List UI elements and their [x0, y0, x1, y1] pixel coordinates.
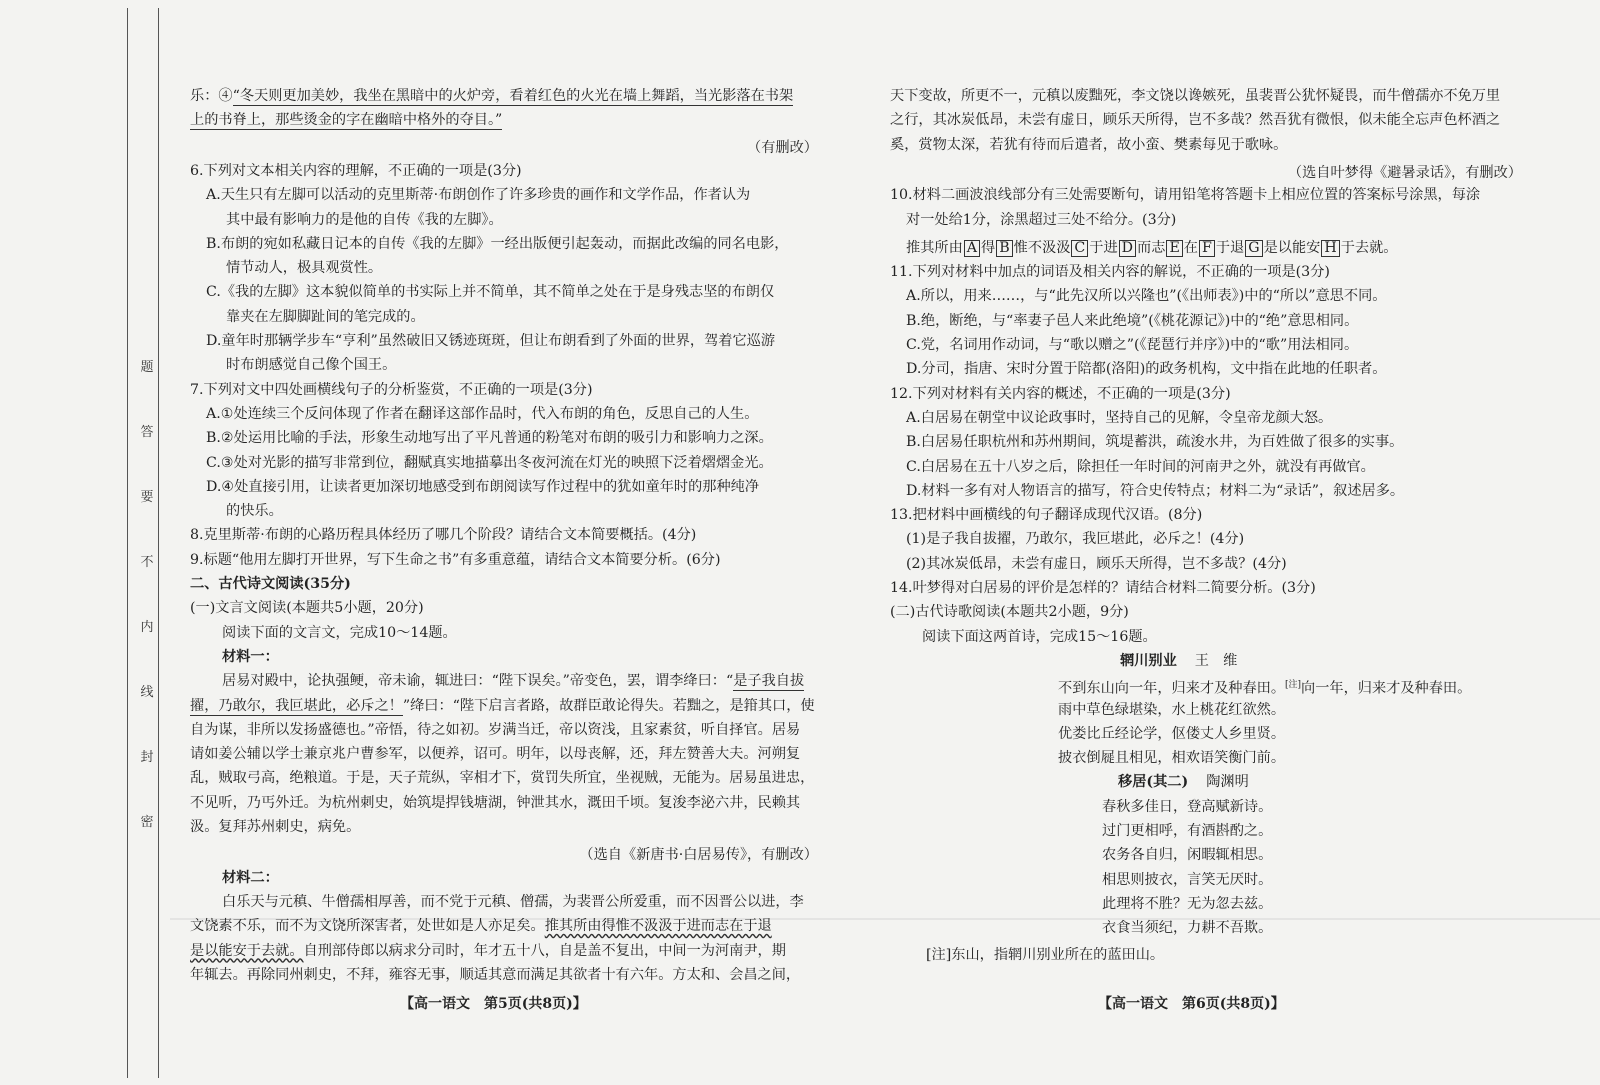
- text-run: 年辄去。再除同州刺史，不拜，雍容无事，顺适其意而满足其欲者十有六年。方太和、会昌之间，: [190, 966, 801, 983]
- question-7-option: A.①处连续三个反问体现了作者在翻译这部作品时，代入布朗的角色，反思自己的人生。: [206, 405, 759, 422]
- question-7-option: D.④处直接引用，让读者更加深切地感受到布朗阅读写作过程中的犹如童年时的那种纯净: [206, 478, 760, 495]
- break-box: H: [1321, 240, 1339, 257]
- break-box: G: [1245, 240, 1262, 257]
- text-run: 不见听，乃丐外迁。为杭州刺史，始筑堤捍钱塘湖，钟泄其水，溉田千顷。复浚李泌六井，民赖其: [190, 794, 801, 811]
- material-2-line: [190, 965, 800, 985]
- question-6-option: 时布朗感觉自己像个国王。: [226, 357, 397, 374]
- subsection-heading: (一)文言文阅读(本题共5小题，20分): [190, 600, 424, 617]
- material-1-line: [190, 744, 800, 764]
- break-box: C: [1071, 240, 1088, 257]
- text-run: 自为谋，非所以发扬盛德也。”帝悟，待之如初。岁满当迁，帝以资浅，且家素贫，听自择官。居易: [190, 721, 801, 738]
- poem-2-line: 此理将不胜？无为忽去兹。: [1102, 895, 1273, 912]
- text-run: 白乐天与元稹、牛僧孺相厚善，而不党于元稹、僧孺，为裴晋公所爱重，而不因晋公以进，李: [222, 893, 804, 910]
- text-run: 上的书脊上，那些烫金的字在幽暗中格外的夺目。”: [190, 112, 503, 129]
- material-1-line: [190, 696, 815, 716]
- question-7-option: C.③处对光影的描写非常到位，翻赋真实地描摹出冬夜河流在灯光的映照下泛着熠熠金光。: [206, 454, 773, 471]
- text-run: 文饶素不乐，而不为文饶所深害者，处世如是人亦足矣。: [190, 918, 545, 935]
- material-2-source: （选自叶梦得《避暑录话》，有删改）: [1287, 164, 1522, 181]
- poem-2-title: [1118, 772, 1249, 792]
- material-1-line: [190, 793, 800, 813]
- footer-page-6: 【高一语文 第6页(共8页)】: [1098, 996, 1285, 1012]
- seal-char: 答: [140, 425, 154, 440]
- poem-2-line: 过门更相呼，有酒斟酌之。: [1102, 823, 1273, 839]
- question-6-option: A.天生只有左脚可以活动的克里斯蒂·布朗创作了许多珍贵的画作和文学作品，作者认为: [206, 187, 751, 204]
- text-run: 辋川别业: [1120, 652, 1177, 669]
- question-10-sentence: [906, 238, 1398, 258]
- text-run: 得: [981, 239, 996, 256]
- seal-line-text: [138, 356, 156, 830]
- break-box: D: [1119, 240, 1136, 257]
- question-13-stem: 13.把材料中画横线的句子翻译成现代汉语。(8分): [890, 507, 1203, 524]
- break-box: F: [1199, 240, 1215, 257]
- text-run: 不到东山向一年，归来才及种春田。: [1058, 680, 1286, 697]
- poem-2-line: 相思则披衣，言笑无厌时。: [1102, 871, 1273, 888]
- text-run: 是以能安: [1263, 239, 1321, 256]
- margin-line-outer: [127, 8, 128, 1078]
- material-2-line: [190, 916, 772, 936]
- material-1-line: [190, 768, 814, 788]
- section-heading: 二、古代诗文阅读(35分): [190, 576, 351, 592]
- poem-1-line: 披衣倒屣且相见，相欢语笑衡门前。: [1058, 750, 1286, 767]
- instruction: 阅读下面这两首诗，完成15～16题。: [922, 628, 1157, 645]
- text-run: 居易对殿中，论执强鲠，帝未谕，辄进曰：“陛下误矣。”帝变色，罢，谓李绛曰：“: [222, 673, 734, 690]
- question-12-option: D.材料一多有对人物语言的描写，符合史传特点；材料二为“录话”，叙述居多。: [906, 482, 1405, 499]
- text-run: 擢，乃敢尔，我叵堪此，必斥之！: [190, 697, 403, 714]
- question-11-option: D.分司，指唐、宋时分置于陪都(洛阳)的政务机构，文中指在此地的任职者。: [906, 361, 1387, 378]
- seal-char: 题: [140, 360, 154, 375]
- question-14: 14.叶梦得对白居易的评价是怎样的？请结合材料二简要分析。(3分): [890, 580, 1316, 596]
- text-run: 向一年，归来才及种春田。: [1301, 680, 1472, 697]
- poem-1-line: 雨中草色绿堪染，水上桃花红欲然。: [1058, 701, 1286, 718]
- text-run: 自刑部侍郎以病求分司时，年才五十八，自是盖不复出，中间一为河南尹，期: [303, 942, 786, 959]
- break-box: B: [996, 240, 1012, 257]
- question-7-stem: 7.下列对文中四处画横线句子的分析鉴赏，不正确的一项是(3分): [190, 381, 593, 398]
- text-run: 惟不汲汲: [1013, 239, 1071, 256]
- seal-char: 要: [140, 490, 154, 505]
- question-12-stem: 12.下列对材料有关内容的概述，不正确的一项是(3分): [890, 385, 1231, 402]
- seal-char: 不: [140, 555, 154, 570]
- seal-char: 内: [140, 620, 154, 635]
- break-box: E: [1166, 240, 1182, 257]
- question-6-option: B.布朗的宛如私藏日记本的自传《我的左脚》一经出版便引起轰动，而据此改编的同名电影，: [206, 235, 789, 252]
- intro-line: [190, 110, 502, 130]
- poem-2-line: 春秋多佳日，登高赋新诗。: [1102, 798, 1273, 815]
- text-run: 汲。复拜苏州刺史，病免。: [190, 819, 361, 835]
- material-2-line: 奚，赏物太深，若犹有待而后遣者，故小蛮、樊素每见于歌咏。: [890, 136, 1288, 153]
- text-run: 推其所由得惟不汲汲于进而志在于退: [544, 918, 772, 935]
- break-box: A: [964, 240, 980, 257]
- question-12-option: B.白居易任职杭州和苏州期间，筑堤蓄洪，疏浚水井，为百姓做了很多的实事。: [906, 434, 1404, 451]
- material-1-line: [190, 720, 800, 740]
- seal-char: 密: [140, 815, 154, 830]
- question-13-option: (2)其冰炭低昂，未尝有虚日，顾乐天所得，岂不多哉？(4分): [906, 555, 1287, 572]
- material-2-line: 天下变故，所更不一，元稹以废黜死，李文饶以谗嫉死，虽裴晋公犹怀疑畏，而牛僧孺亦不免万里: [890, 88, 1501, 104]
- text-run: 是以能安于去就。: [190, 942, 304, 959]
- text-run: ”绛曰：“陛下启言者路，故群臣敢论得失。若黜之，是箝其口，使: [402, 697, 815, 714]
- text-run: 乱，贼取弓高，绝粮道。于是，天子荒纵，宰相才下，赏罚失所宜，坐视贼，无能为。居易虽进忠，: [190, 770, 815, 787]
- material-1-source: （选自《新唐书·白居易传》，有删改）: [579, 847, 818, 864]
- seal-char: 线: [140, 685, 154, 700]
- question-9: 9.标题“他用左脚打开世界，写下生命之书”有多重意蕴，请结合文本简要分析。(6分): [190, 551, 721, 568]
- question-7-option: B.②处运用比喻的手法，形象生动地写出了平凡普通的粉笔对布朗的吸引力和影响力之深。: [206, 430, 773, 447]
- text-run: 王 维: [1194, 652, 1238, 669]
- text-run: 乐：④: [190, 88, 233, 104]
- question-6-stem: 6.下列对文本相关内容的理解，不正确的一项是(3分): [190, 162, 522, 179]
- question-13-option: (1)是子我自拔擢，乃敢尔，我叵堪此，必斥之！(4分): [906, 531, 1245, 548]
- question-6-option: 情节动人，极具观赏性。: [226, 260, 383, 277]
- question-12-option: A.白居易在朝堂中议论政事时，坚持自己的见解，令皇帝龙颜大怒。: [906, 409, 1333, 426]
- text-run: 而志: [1137, 239, 1166, 256]
- text-run: 于去就。: [1340, 239, 1398, 256]
- poem-2-line: 衣食当须纪，力耕不吾欺。: [1102, 920, 1273, 937]
- intro-source: （有删改）: [747, 139, 818, 156]
- material-2-label: 材料二：: [222, 869, 279, 886]
- footer-page-5: 【高一语文 第5页(共8页)】: [400, 996, 587, 1012]
- question-6-option: D.童年时那辆学步车“亨利”虽然破旧又锈迹斑斑，但让布朗看到了外面的世界，驾着它巡游: [206, 333, 776, 349]
- material-2-line: [222, 892, 804, 912]
- text-run: 于退: [1215, 239, 1245, 256]
- question-11-option: A.所以，用来……，与“此先汉所以兴隆也”(《出师表》)中的“所以”意思不同。: [906, 288, 1387, 305]
- subsection-heading: (二)古代诗歌阅读(本题共2小题，9分): [890, 604, 1129, 621]
- question-6-option: C.《我的左脚》这本貌似简单的书实际上并不简单，其不简单之处在于是身残志坚的布朗仅: [206, 284, 775, 301]
- material-2-line: [190, 941, 786, 961]
- question-6-option: 其中最有影响力的是他的自传《我的左脚》。: [226, 211, 503, 228]
- material-2-line: 之行，其冰炭低昂，未尝有虚日，顾乐天所得，岂不多哉？然吾犹有微恨，似未能全忘声色杯酒之: [890, 112, 1501, 129]
- seal-char: 封: [140, 750, 154, 765]
- text-run: [注]: [1285, 680, 1302, 691]
- text-run: 于进: [1089, 239, 1118, 256]
- question-11-option: C.党，名词用作动词，与“歌以赠之”(《琵琶行并序》)中的“歌”用法相同。: [906, 337, 1359, 353]
- material-1-line: [222, 671, 804, 691]
- question-12-option: C.白居易在五十八岁之后，除担任一年时间的河南尹之外，就没有再做官。: [906, 458, 1375, 475]
- material-1-label: 材料一：: [222, 648, 279, 665]
- text-run: “冬天则更加美妙，我坐在黑暗中的火炉旁，看着红色的火光在墙上舞蹈，当光影落在书架: [232, 88, 794, 104]
- poem-note: [注]东山，指辋川别业所在的蓝田山。: [926, 946, 1165, 963]
- binding-margin: [0, 0, 170, 1085]
- poem-1-title: [1120, 651, 1237, 671]
- poem-1-line: 优娄比丘经论学，伛偻丈人乡里贤。: [1058, 725, 1286, 742]
- question-7-option: 的快乐。: [226, 503, 283, 520]
- poem-1-line: [1058, 675, 1471, 699]
- material-1-line: [190, 817, 360, 837]
- question-10-stem: 10.材料二画波浪线部分有三处需要断句，请用铅笔将答题卡上相应位置的答案标号涂黑，每涂: [890, 187, 1481, 204]
- text-run: 推其所由: [906, 239, 963, 256]
- question-11-option: B.绝，断绝，与“率妻子邑人来此绝境”(《桃花源记》)中的“绝”意思相同。: [906, 312, 1359, 329]
- question-8: 8.克里斯蒂·布朗的心路历程具体经历了哪几个阶段？请结合文本简要概括。(4分): [190, 527, 697, 544]
- intro-line: [190, 86, 793, 106]
- text-run: 移居(其二): [1118, 774, 1189, 791]
- text-run: 是子我自拔: [733, 673, 805, 690]
- question-10-stem: 对一处给1分，涂黑超过三处不给分。(3分): [906, 211, 1177, 228]
- instruction: 阅读下面的文言文，完成10～14题。: [222, 624, 457, 641]
- question-11-stem: 11.下列对材料中加点的词语及相关内容的解说，不正确的一项是(3分): [890, 264, 1330, 281]
- text-run: 请如姜公辅以学士兼京兆户曹参军，以便养，诏可。明年，以母丧解，还，拜左赞善大夫。河朔复: [190, 746, 801, 763]
- text-run: 在: [1183, 239, 1198, 256]
- text-run: 陶渊明: [1206, 774, 1249, 791]
- question-6-option: 靠夹在左脚脚趾间的笔完成的。: [226, 308, 425, 325]
- margin-line-inner: [158, 8, 159, 1078]
- poem-2-line: 农务各自归，闲暇辄相思。: [1102, 847, 1273, 864]
